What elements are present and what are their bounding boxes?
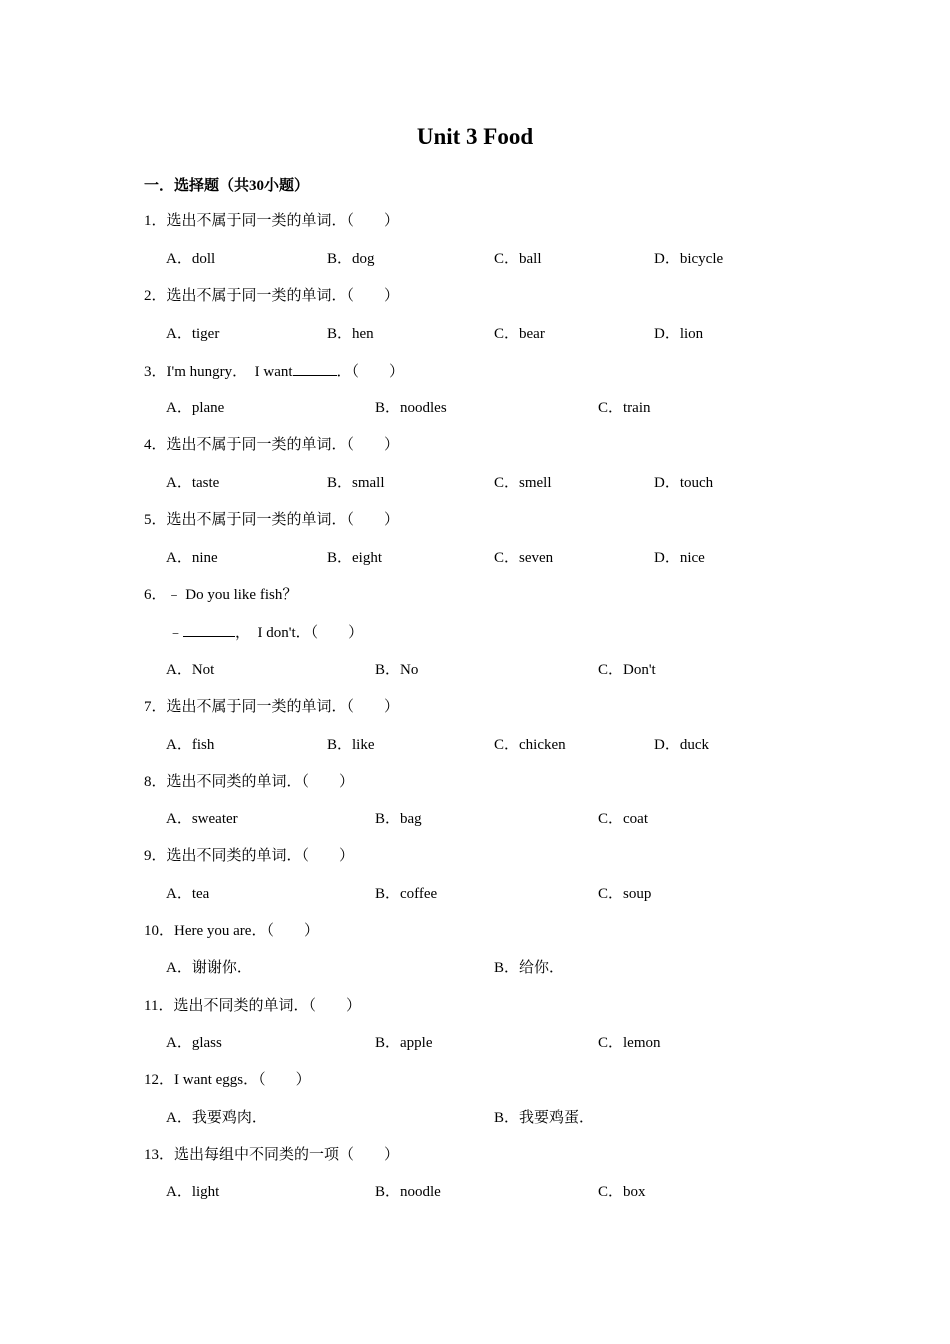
option-a[interactable]: A．我要鸡肉． [166,1110,267,1126]
option-b[interactable]: B．small [327,475,385,491]
option-b[interactable]: B．coffee [375,886,438,902]
option-b[interactable]: B．like [327,737,375,753]
option-a[interactable]: A．tea [166,886,210,902]
question-12-options [166,1108,866,1128]
question-10-stem: 10．Here you are．（ ） [144,923,319,939]
option-c[interactable]: C．coat [598,811,648,827]
question-11-options [166,1033,866,1053]
question-6-stem: 6．﹣ Do you like fish？ [144,587,298,603]
option-d[interactable]: D．touch [654,475,714,491]
question-7-options [166,735,866,755]
option-b[interactable]: B．给你． [494,960,565,976]
option-a[interactable]: A．doll [166,251,216,267]
option-c[interactable]: C．seven [494,550,554,566]
question-1-stem: 1．选出不属于同一类的单词．（ ） [144,213,400,229]
option-b[interactable]: B．eight [327,550,382,566]
question-11-stem: 11．选出不同类的单词．（ ） [144,998,361,1014]
option-a[interactable]: A．Not [166,662,215,678]
option-c[interactable]: C．ball [494,251,542,267]
option-a[interactable]: A．fish [166,737,215,753]
question-3-stem-end: ．（ ） [336,364,405,380]
question-3-options [166,398,866,418]
question-13-options [166,1182,866,1202]
option-d[interactable]: D．bicycle [654,251,724,267]
question-1-options [166,249,866,269]
option-c[interactable]: C．Don't [598,662,656,678]
question-4-options [166,473,866,493]
option-d[interactable]: D．lion [654,326,704,342]
option-c[interactable]: C．box [598,1184,646,1200]
option-c[interactable]: C．train [598,400,651,416]
question-6-options [166,660,866,680]
option-c[interactable]: C．soup [598,886,652,902]
option-b[interactable]: B．apple [375,1035,433,1051]
option-a[interactable]: A．light [166,1184,220,1200]
option-d[interactable]: D．duck [654,737,709,753]
option-b[interactable]: B．noodles [375,400,447,416]
option-a[interactable]: A．谢谢你． [166,960,252,976]
question-8-stem: 8．选出不同类的单词．（ ） [144,774,355,790]
question-5-stem: 5．选出不属于同一类的单词．（ ） [144,512,400,528]
question-6-reply-start: ﹣ [168,625,184,641]
question-2-options [166,324,866,344]
option-c[interactable]: C．chicken [494,737,566,753]
option-a[interactable]: A．plane [166,400,225,416]
question-6-reply-end: ， I don't．（ ） [235,625,364,641]
option-a[interactable]: A．sweater [166,811,238,827]
question-2-stem: 2．选出不属于同一类的单词．（ ） [144,288,400,304]
option-d[interactable]: D．nice [654,550,705,566]
page-title: Unit 3 Food [416,124,534,149]
question-5-options [166,548,866,568]
option-b[interactable]: B．dog [327,251,375,267]
option-b[interactable]: B．我要鸡蛋． [494,1110,595,1126]
answer-blank [293,361,337,376]
option-a[interactable]: A．nine [166,550,218,566]
question-6-reply [168,622,363,643]
question-7-stem: 7．选出不属于同一类的单词．（ ） [144,699,400,715]
question-9-options [166,884,866,904]
question-3-stem-start: 3．I'm hungry． I want [144,364,293,380]
question-9-stem: 9．选出不同类的单词．（ ） [144,848,355,864]
option-c[interactable]: C．lemon [598,1035,661,1051]
option-a[interactable]: A．taste [166,475,220,491]
question-10-options [166,958,866,978]
question-4-stem: 4．选出不属于同一类的单词．（ ） [144,437,400,453]
question-8-options [166,809,866,829]
option-b[interactable]: B．hen [327,326,374,342]
question-13-stem: 13．选出每组中不同类的一项（ ） [144,1147,400,1163]
option-a[interactable]: A．tiger [166,326,220,342]
option-b[interactable]: B．No [375,662,419,678]
option-c[interactable]: C．bear [494,326,545,342]
question-3-stem [144,361,404,382]
option-a[interactable]: A．glass [166,1035,222,1051]
answer-blank [183,622,235,637]
option-b[interactable]: B．noodle [375,1184,441,1200]
question-12-stem: 12．I want eggs．（ ） [144,1072,311,1088]
option-b[interactable]: B．bag [375,811,422,827]
section-heading: 一．选择题（共30小题） [144,178,310,194]
option-c[interactable]: C．smell [494,475,552,491]
